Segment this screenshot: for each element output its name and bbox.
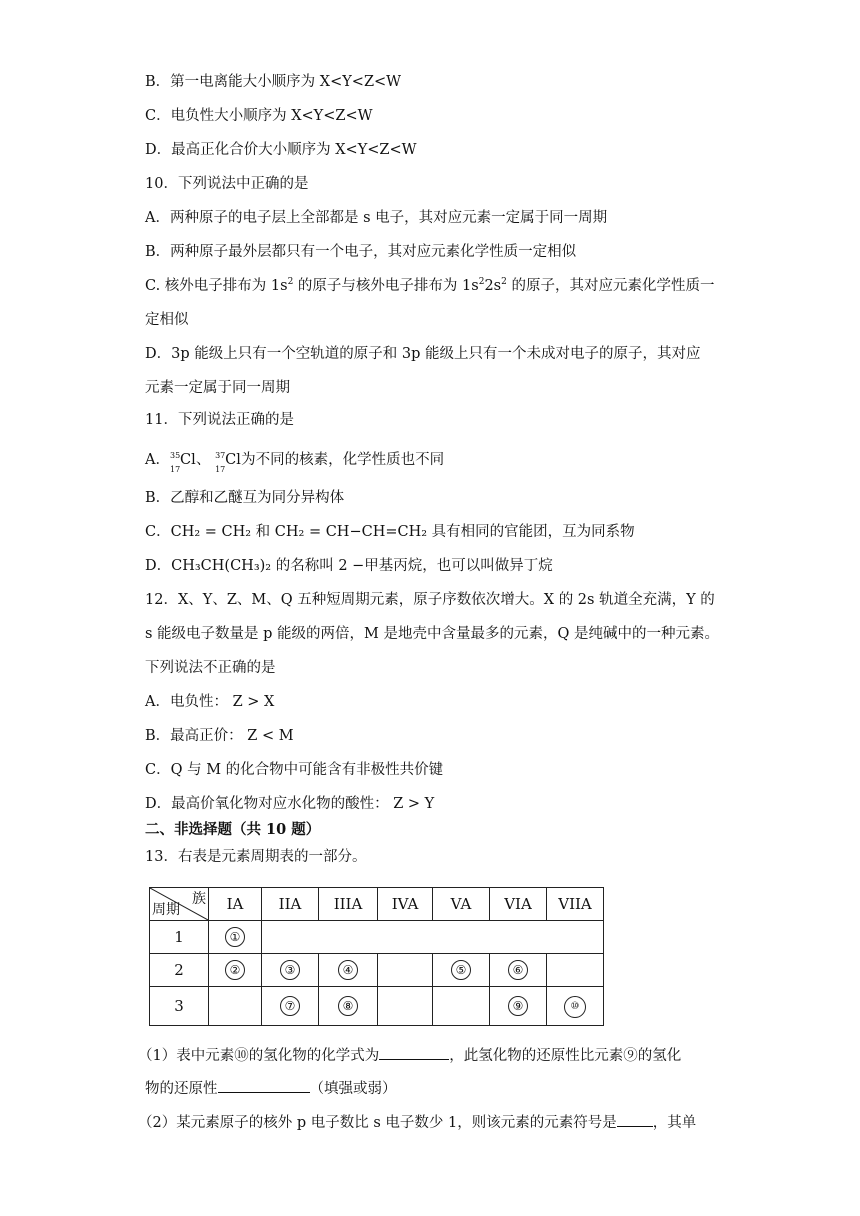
- element-marker: ④: [338, 960, 358, 980]
- corner-group-label: 族: [192, 891, 206, 907]
- empty-span: [262, 921, 604, 954]
- group-header: IVA: [378, 888, 433, 921]
- element-cell: [378, 987, 433, 1026]
- group-header: IIIA: [319, 888, 378, 921]
- element-marker: ⑦: [280, 996, 300, 1016]
- sup-1: 2: [287, 277, 294, 288]
- period-label: 2: [150, 954, 209, 987]
- q13-part1-text3: 物的还原性: [145, 1081, 218, 1097]
- table-header-row: [150, 888, 604, 921]
- group-header: VA: [433, 888, 490, 921]
- q13-part1: [138, 1045, 681, 1066]
- answer-blank[interactable]: [218, 1078, 310, 1093]
- isotope-cl35: 35 17 Cl: [169, 451, 196, 474]
- q10-option-d-cont: 元素一定属于同一周期: [145, 380, 290, 396]
- q13-part1-text2: ，此氢化物的还原性比元素⑨的氢化: [449, 1048, 682, 1064]
- element-marker: ⑨: [508, 996, 528, 1016]
- sup-2: 2: [478, 277, 485, 288]
- q12-option-b: B．最高正价： Z < M: [145, 728, 294, 744]
- q13-part1-cont: [145, 1078, 397, 1099]
- q12-option-c: C．Q 与 M 的化合物中可能含有非极性共价键: [145, 762, 444, 778]
- corner-period-label: 周期: [152, 902, 180, 918]
- option-b-ionization: B．第一电离能大小顺序为 X<Y<Z<W: [145, 74, 402, 90]
- element-marker: ⑧: [338, 996, 358, 1016]
- element-cell: [547, 954, 604, 987]
- q10-c-part1: C. 核外电子排布为 1s: [145, 278, 288, 294]
- answer-blank[interactable]: [379, 1045, 449, 1060]
- element-marker: ③: [280, 960, 300, 980]
- q13-part2-text2: ，其单: [652, 1115, 697, 1131]
- q11-option-a: [145, 450, 445, 474]
- question-11-stem: 11．下列说法正确的是: [145, 412, 294, 428]
- element-marker: ②: [225, 960, 245, 980]
- question-10-stem: 10．下列说法中正确的是: [145, 176, 309, 192]
- question-12-stem-3: 下列说法不正确的是: [145, 660, 276, 676]
- period-label: 1: [150, 921, 209, 954]
- q11-option-b: B．乙醇和乙醚互为同分异构体: [145, 490, 345, 506]
- element-marker: ⑤: [451, 960, 471, 980]
- table-row: [150, 921, 604, 954]
- q11-option-c: C．CH₂ = CH₂ 和 CH₂ = CH−CH=CH₂ 具有相同的官能团，互为同系物: [145, 524, 635, 540]
- table-row: [150, 954, 604, 987]
- q12-option-a: A．电负性： Z > X: [145, 694, 275, 710]
- q10-option-d: D．3p 能级上只有一个空轨道的原子和 3p 能级上只有一个未成对电子的原子，其对应: [145, 346, 701, 362]
- question-13-stem: 13．右表是元素周期表的一部分。: [145, 849, 367, 865]
- group-header: IA: [209, 888, 262, 921]
- period-label: 3: [150, 987, 209, 1026]
- element-cell: [490, 987, 547, 1026]
- q10-option-a: A．两种原子的电子层上全部都是 s 电子，其对应元素一定属于同一周期: [145, 210, 608, 226]
- isotope-cl37: 37 17 Cl: [215, 451, 241, 474]
- q11-option-d: D．CH₃CH(CH₃)₂ 的名称叫 2 −甲基丙烷，也可以叫做异丁烷: [145, 558, 553, 574]
- element-marker: ⑥: [508, 960, 528, 980]
- sup-3: 2: [501, 277, 507, 288]
- element-cell: [547, 987, 604, 1026]
- element-cell: [262, 987, 319, 1026]
- periodic-table: [149, 887, 604, 1026]
- section-heading: 二、非选择题（共 10 题）: [145, 821, 321, 838]
- question-12-stem: 12．X、Y、Z、M、Q 五种短周期元素，原子序数依次增大。X 的 2s 轨道全充满，Y 的: [145, 592, 715, 608]
- q13-part1-text4: （填强或弱）: [309, 1081, 397, 1097]
- element-cell: [433, 954, 490, 987]
- q10-c-part3: 的原子，其对应元素化学性质一: [506, 278, 715, 294]
- element-cell: [262, 954, 319, 987]
- q13-part2: [138, 1112, 696, 1133]
- group-header: VIA: [490, 888, 547, 921]
- element-cell: [209, 987, 262, 1026]
- q11-a-label: A．: [145, 452, 170, 468]
- q10-option-c: C. 核外电子排布为 $1s^2$ 的原子与核外电子排布为 $1s^22s^2$ 的原子，其对应元素化学性质一: [145, 277, 715, 294]
- option-c-electronegativity: C．电负性大小顺序为 X<Y<Z<W: [145, 108, 373, 124]
- question-12-stem-2: s 能级电子数量是 p 能级的两倍，M 是地壳中含量最多的元素，Q 是纯碱中的一种元素。: [145, 626, 719, 642]
- q13-part2-text: （2）某元素原子的核外 p 电子数比 s 电子数少 1，则该元素的元素符号是: [138, 1115, 617, 1131]
- element-marker: ①: [225, 927, 245, 947]
- element-cell: [209, 954, 262, 987]
- element-cell: [378, 954, 433, 987]
- element-cell: [209, 921, 262, 954]
- element-cell: [433, 987, 490, 1026]
- q10-c-part2: 的原子与核外电子排布为 1s: [293, 278, 479, 294]
- q12-option-d: D．最高价氧化物对应水化物的酸性： Z > Y: [145, 796, 435, 812]
- q11-a-text: 为不同的核素，化学性质也不同: [241, 452, 445, 468]
- q13-part1-text: （1）表中元素⑩的氢化物的化学式为: [138, 1048, 380, 1064]
- element-cell: [319, 954, 378, 987]
- group-header: IIA: [262, 888, 319, 921]
- isotope-separator: 、: [195, 452, 211, 468]
- element-cell: [490, 954, 547, 987]
- table-row: [150, 987, 604, 1026]
- option-d-valence: D．最高正化合价大小顺序为 X<Y<Z<W: [145, 142, 417, 158]
- element-marker: ⑩: [564, 996, 586, 1018]
- q10-c-s: s: [493, 278, 502, 294]
- element-cell: [319, 987, 378, 1026]
- group-header: VIIA: [547, 888, 604, 921]
- answer-blank[interactable]: [617, 1112, 653, 1127]
- q10-option-c-cont: 定相似: [145, 312, 189, 328]
- q10-option-b: B．两种原子最外层都只有一个电子，其对应元素化学性质一定相似: [145, 244, 577, 260]
- table-corner: [150, 888, 209, 921]
